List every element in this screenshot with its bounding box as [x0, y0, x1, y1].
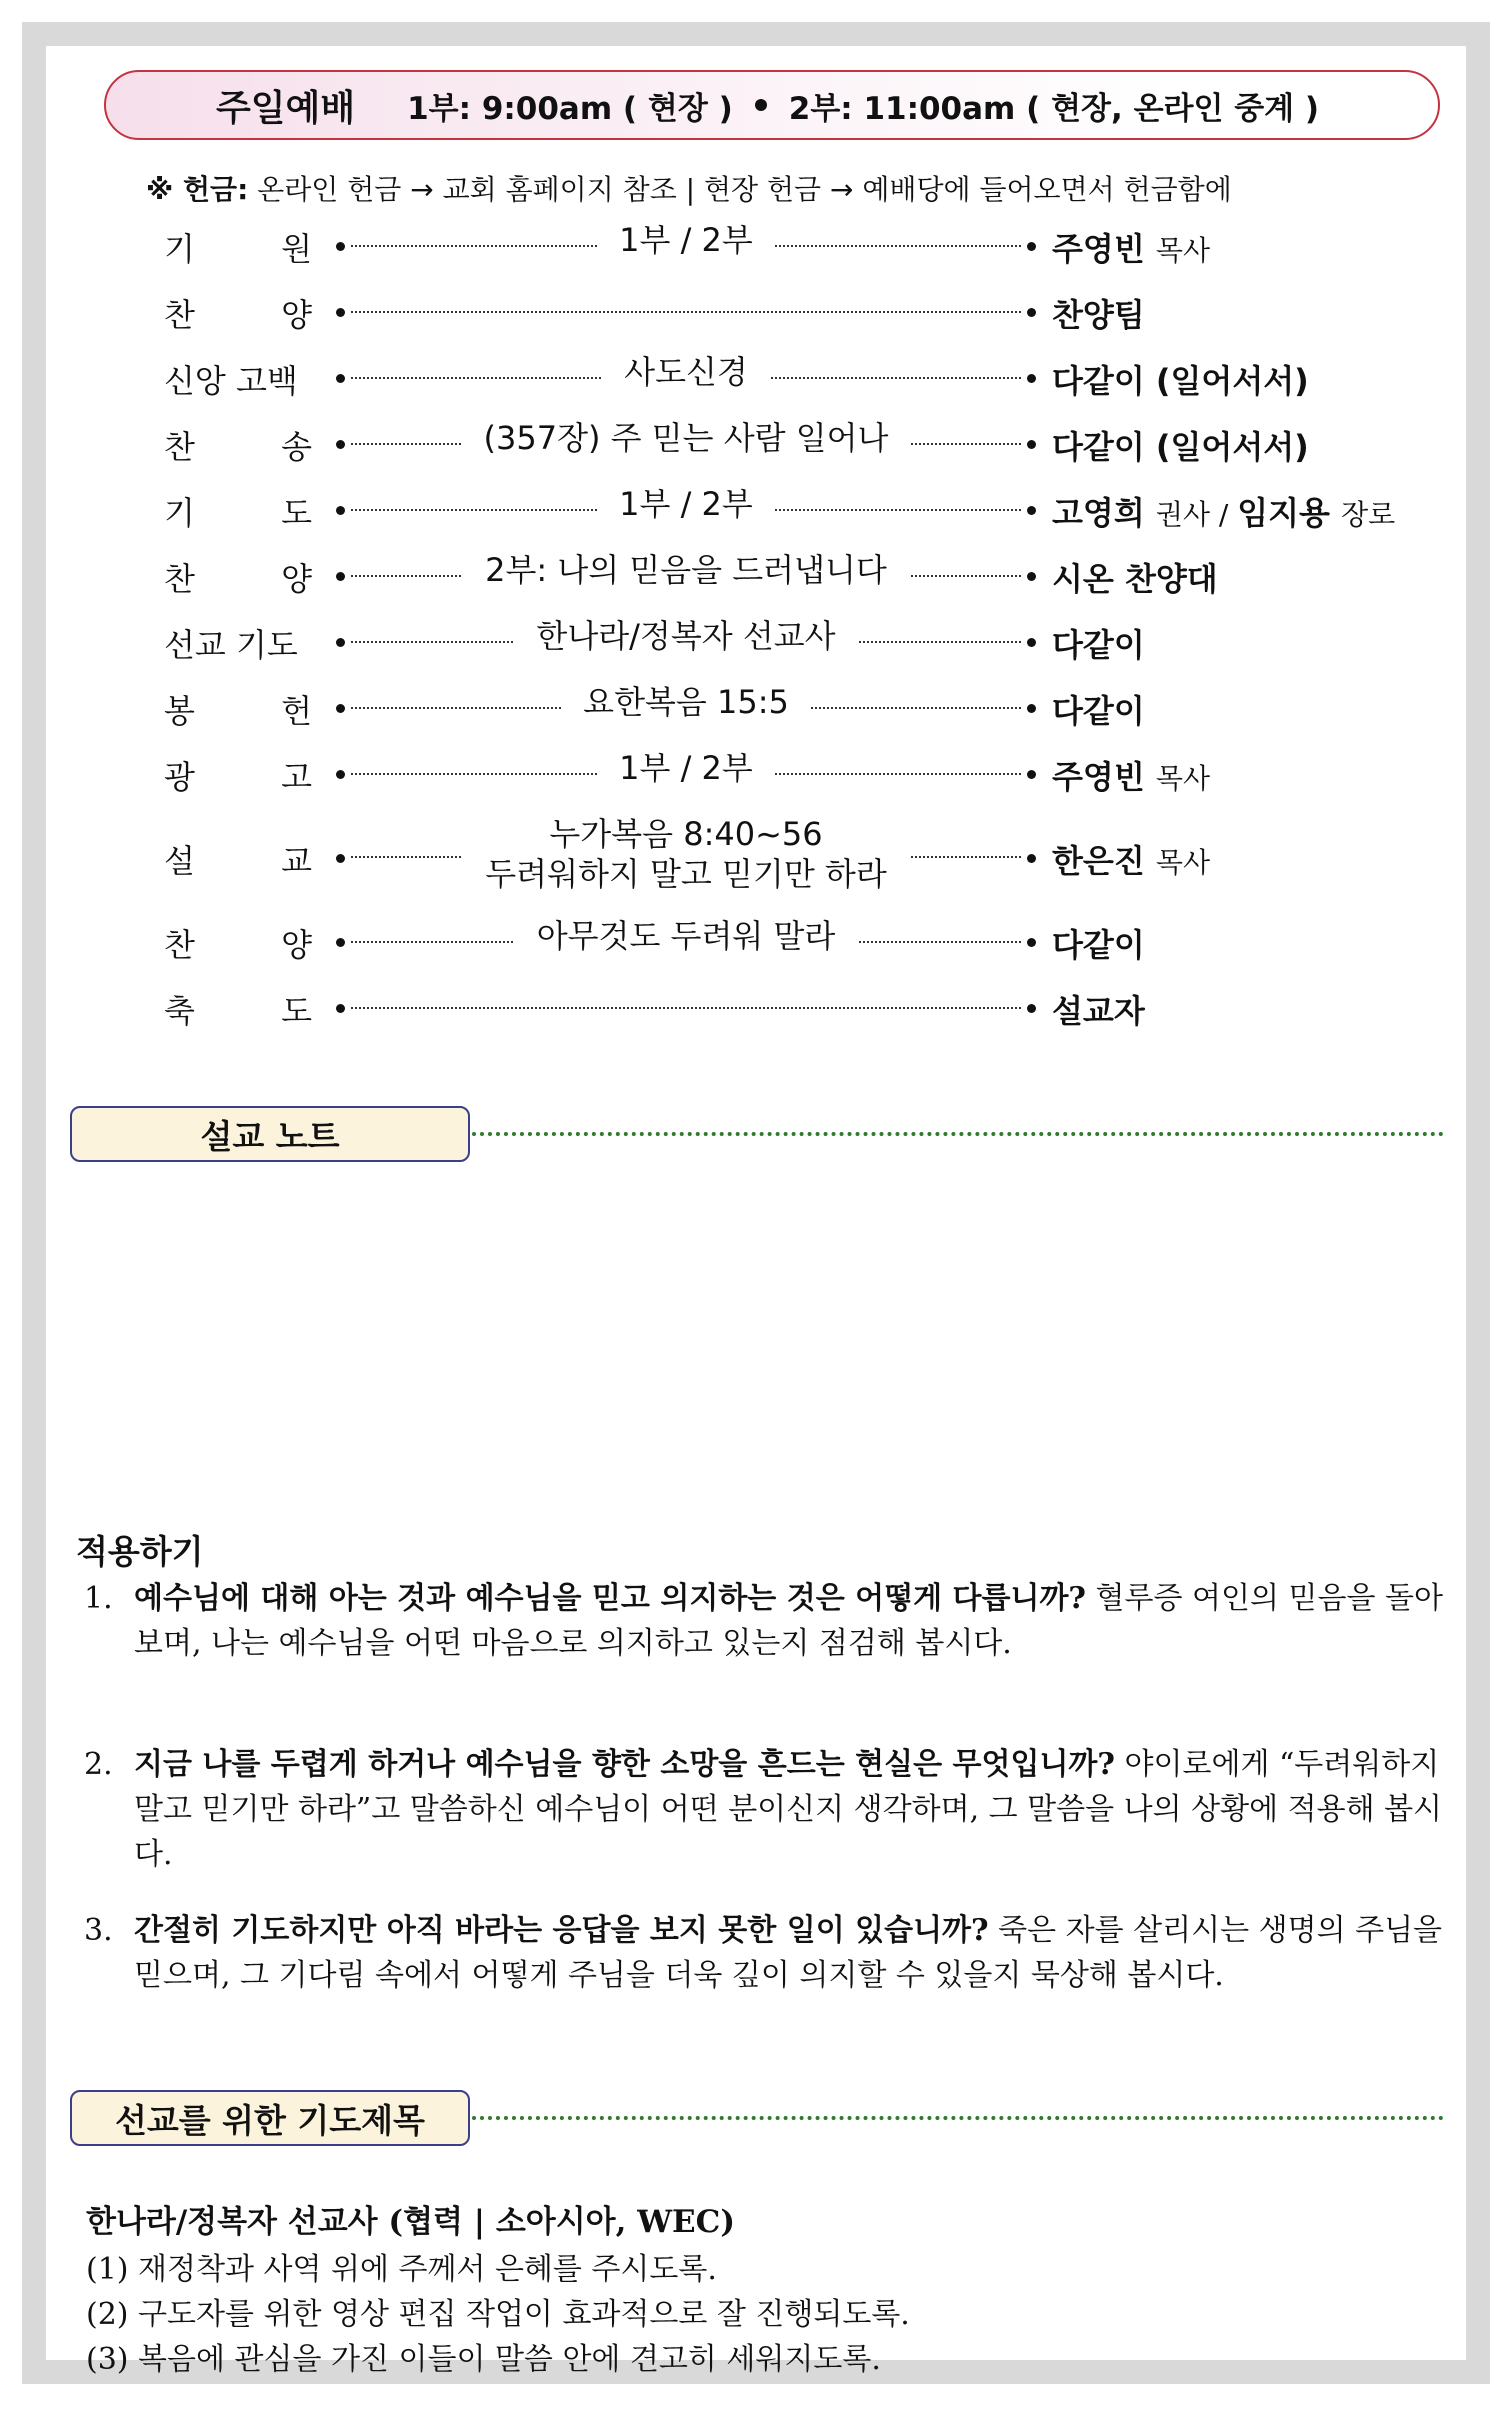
offering-note — [146, 168, 1232, 208]
order-label-part: 신앙 고백 — [164, 362, 298, 400]
apply-question — [84, 1908, 1444, 1998]
bullet-dot — [1027, 638, 1036, 647]
sermon-note-divider — [472, 1132, 1444, 1136]
order-row — [46, 976, 1466, 1032]
order-row — [46, 280, 1466, 336]
bullet-dot — [336, 506, 345, 515]
order-label-part: 찬 — [164, 560, 195, 598]
order-label-part: 헌 — [281, 692, 312, 730]
bullet-dot — [1027, 374, 1036, 383]
order-label-part: 고 — [281, 758, 312, 796]
order-row — [46, 910, 1466, 966]
order-item-leader — [1052, 356, 1309, 402]
leader-role: 장로 — [1341, 498, 1396, 531]
question-body — [134, 1908, 1444, 1998]
order-item-label — [164, 488, 312, 534]
order-item-label — [164, 290, 312, 336]
question-number: 2. — [84, 1747, 113, 1782]
order-item-content — [351, 748, 1021, 788]
order-content-line: 요한복음 15:5 — [561, 683, 811, 721]
order-row — [46, 676, 1466, 732]
order-row — [46, 610, 1466, 666]
order-item-label — [164, 686, 312, 732]
question-body — [134, 1576, 1444, 1666]
question-number: 1. — [84, 1581, 113, 1616]
offering-label: ※ 헌금: — [146, 173, 249, 206]
bullet-dot — [1027, 440, 1036, 449]
leader-name: 다같이 — [1052, 692, 1145, 730]
order-row — [46, 478, 1466, 534]
sermon-note-tab — [70, 1106, 470, 1162]
order-content-line: (357장) 주 믿는 사람 일어나 — [462, 419, 911, 457]
order-item-label — [164, 356, 312, 402]
bullet-dot — [336, 854, 345, 863]
order-content-line: 두려워하지 말고 믿기만 하라 — [463, 855, 908, 893]
mission-prayer-item: (2) 구도자를 위한 영상 편집 작업이 효과적으로 잘 진행되도록. — [86, 2297, 910, 2332]
question-detail: 혈루증 여인의 믿음을 돌아보며, 나는 예수님을 어떤 마음으로 의지하고 있는지 점검해 봅시다. — [134, 1581, 1443, 1661]
order-item-content — [351, 682, 1021, 722]
order-content-line: 1부 / 2부 — [597, 749, 775, 787]
order-label-part: 봉 — [164, 692, 195, 730]
bullet-dot — [1027, 242, 1036, 251]
order-item-content — [351, 916, 1021, 956]
mission-prayer-item: (1) 재정착과 사역 위에 주께서 은혜를 주시도록. — [86, 2252, 717, 2287]
second-service-time: 2부: 11:00am ( 현장, 온라인 중계 ) — [788, 90, 1320, 127]
order-row — [46, 742, 1466, 798]
leader-role: 목사 — [1155, 846, 1210, 879]
leader-name: 한은진 — [1052, 842, 1145, 880]
bullet-dot — [1027, 572, 1036, 581]
order-label-part: 도 — [281, 992, 312, 1030]
order-label-part: 찬 — [164, 428, 195, 466]
apply-question — [84, 1742, 1444, 1877]
bullet-dot — [1027, 938, 1036, 947]
order-item-content — [351, 814, 1021, 894]
bullet-dot — [336, 572, 345, 581]
leader-name: 주영빈 — [1052, 758, 1145, 796]
question-main: 예수님에 대해 아는 것과 예수님을 믿고 의지하는 것은 어떻게 다릅니까? — [134, 1581, 1086, 1616]
order-label-part: 도 — [281, 494, 312, 532]
order-label-part: 송 — [281, 428, 312, 466]
bulletin-page — [46, 46, 1466, 2377]
order-label-part: 양 — [281, 296, 312, 334]
order-content-line: 한나라/정복자 선교사 — [514, 617, 857, 655]
dotted-leader — [351, 311, 1021, 313]
order-row — [46, 214, 1466, 270]
bullet-dot — [755, 99, 767, 111]
order-label-part: 기 — [164, 230, 195, 268]
bullet-dot — [1027, 506, 1036, 515]
order-item-leader — [1052, 752, 1210, 798]
order-item-leader — [1052, 488, 1395, 534]
mission-divider — [472, 2116, 1444, 2120]
leader-role: 목사 — [1155, 234, 1210, 267]
bullet-dot — [1027, 770, 1036, 779]
mission-prayer-item: (3) 복음에 관심을 가진 이들이 말씀 안에 견고히 세워지도록. — [86, 2342, 881, 2377]
order-row — [46, 412, 1466, 468]
order-content-line: 1부 / 2부 — [597, 221, 775, 259]
order-row — [46, 544, 1466, 600]
bullet-dot — [336, 1004, 345, 1013]
order-label-part: 축 — [164, 992, 195, 1030]
order-content-line: 2부: 나의 믿음을 드러냅니다 — [463, 551, 909, 589]
leader-name: 다같이 (일어서서) — [1052, 428, 1309, 466]
bullet-dot — [336, 308, 345, 317]
order-item-label — [164, 620, 312, 666]
bullet-dot — [336, 938, 345, 947]
order-label-part: 설 — [164, 842, 195, 880]
order-item-label — [164, 836, 312, 882]
question-body — [134, 1742, 1444, 1877]
leader-name: 임지용 — [1237, 494, 1330, 532]
order-label-part: 양 — [281, 560, 312, 598]
leader-role: 목사 — [1155, 762, 1210, 795]
order-label-part: 광 — [164, 758, 195, 796]
order-item-leader — [1052, 686, 1145, 732]
order-label-part: 찬 — [164, 296, 195, 334]
order-label-part: 원 — [281, 230, 312, 268]
first-service-time: 1부: 9:00am ( 현장 ) — [407, 90, 733, 127]
order-item-leader — [1052, 554, 1218, 600]
service-title: 주일예배 — [216, 87, 356, 129]
leader-name: 시온 찬양대 — [1052, 560, 1218, 598]
question-detail: 야이로에게 “두려워하지 말고 믿기만 하라”고 말씀하신 예수님이 어떤 분이신지 생각하며, 그 말씀을 나의 상황에 적용해 봅시다. — [134, 1747, 1443, 1872]
order-row — [46, 814, 1466, 894]
order-content-line: 누가복음 8:40~56 — [527, 815, 844, 853]
order-content-line: 아무것도 두려워 말라 — [515, 917, 858, 955]
order-row — [46, 346, 1466, 402]
bullet-dot — [1027, 854, 1036, 863]
dotted-leader — [351, 1007, 1021, 1009]
question-number: 3. — [84, 1913, 113, 1948]
order-label-part: 양 — [281, 926, 312, 964]
leader-name: 고영희 — [1052, 494, 1145, 532]
question-main: 지금 나를 두렵게 하거나 예수님을 향한 소망을 흔드는 현실은 무엇입니까? — [134, 1747, 1115, 1782]
order-item-label — [164, 422, 312, 468]
order-label-part: 기 — [164, 494, 195, 532]
order-label-part: 선교 기도 — [164, 626, 298, 664]
order-item-label — [164, 986, 312, 1032]
order-item-leader — [1052, 920, 1145, 966]
order-item-leader — [1052, 620, 1145, 666]
page-frame — [22, 22, 1490, 2384]
order-item-content — [351, 352, 1021, 392]
leader-name: 설교자 — [1052, 992, 1145, 1030]
order-item-label — [164, 920, 312, 966]
bullet-dot — [336, 440, 345, 449]
order-item-leader — [1052, 422, 1309, 468]
leader-name: 다같이 — [1052, 926, 1145, 964]
leader-name: 찬양팀 — [1052, 296, 1145, 334]
leader-role: 권사 / — [1155, 498, 1238, 531]
question-detail: 죽은 자를 살리시는 생명의 주님을 믿으며, 그 기다림 속에서 어떻게 주님을 더욱 깊이 의지할 수 있을지 묵상해 봅시다. — [134, 1913, 1443, 1993]
offering-text: 온라인 헌금 → 교회 홈페이지 참조 | 현장 헌금 → 예배당에 들어오면서 헌금함에 — [257, 173, 1232, 206]
bullet-dot — [336, 374, 345, 383]
leader-name: 다같이 — [1052, 626, 1145, 664]
order-item-content — [351, 418, 1021, 458]
mission-tab — [70, 2090, 470, 2146]
bullet-dot — [336, 770, 345, 779]
leader-name: 주영빈 — [1052, 230, 1145, 268]
bullet-dot — [336, 638, 345, 647]
bullet-dot — [336, 242, 345, 251]
order-item-content — [351, 550, 1021, 590]
service-header — [104, 70, 1440, 140]
order-item-label — [164, 752, 312, 798]
order-item-leader — [1052, 290, 1145, 336]
order-content-line: 사도신경 — [602, 353, 770, 391]
bullet-dot — [1027, 1004, 1036, 1013]
bullet-dot — [336, 704, 345, 713]
order-label-part: 교 — [281, 842, 312, 880]
mission-heading: 한나라/정복자 선교사 (협력 | 소아시아, WEC) — [86, 2204, 735, 2240]
bullet-dot — [1027, 704, 1036, 713]
order-item-content — [351, 484, 1021, 524]
apply-question — [84, 1576, 1444, 1666]
order-label-part: 찬 — [164, 926, 195, 964]
leader-name: 다같이 (일어서서) — [1052, 362, 1309, 400]
order-item-leader — [1052, 986, 1145, 1032]
mission-title: 선교를 위한 기도제목 — [115, 2100, 425, 2140]
order-item-content — [351, 220, 1021, 260]
order-item-content — [351, 616, 1021, 656]
sermon-note-title: 설교 노트 — [200, 1116, 340, 1156]
question-main: 간절히 기도하지만 아직 바라는 응답을 보지 못한 일이 있습니까? — [134, 1913, 989, 1948]
order-item-leader — [1052, 836, 1210, 882]
order-content-line: 1부 / 2부 — [597, 485, 775, 523]
order-item-label — [164, 554, 312, 600]
order-item-leader — [1052, 224, 1210, 270]
apply-title: 적용하기 — [76, 1532, 204, 1571]
bullet-dot — [1027, 308, 1036, 317]
order-item-label — [164, 224, 312, 270]
